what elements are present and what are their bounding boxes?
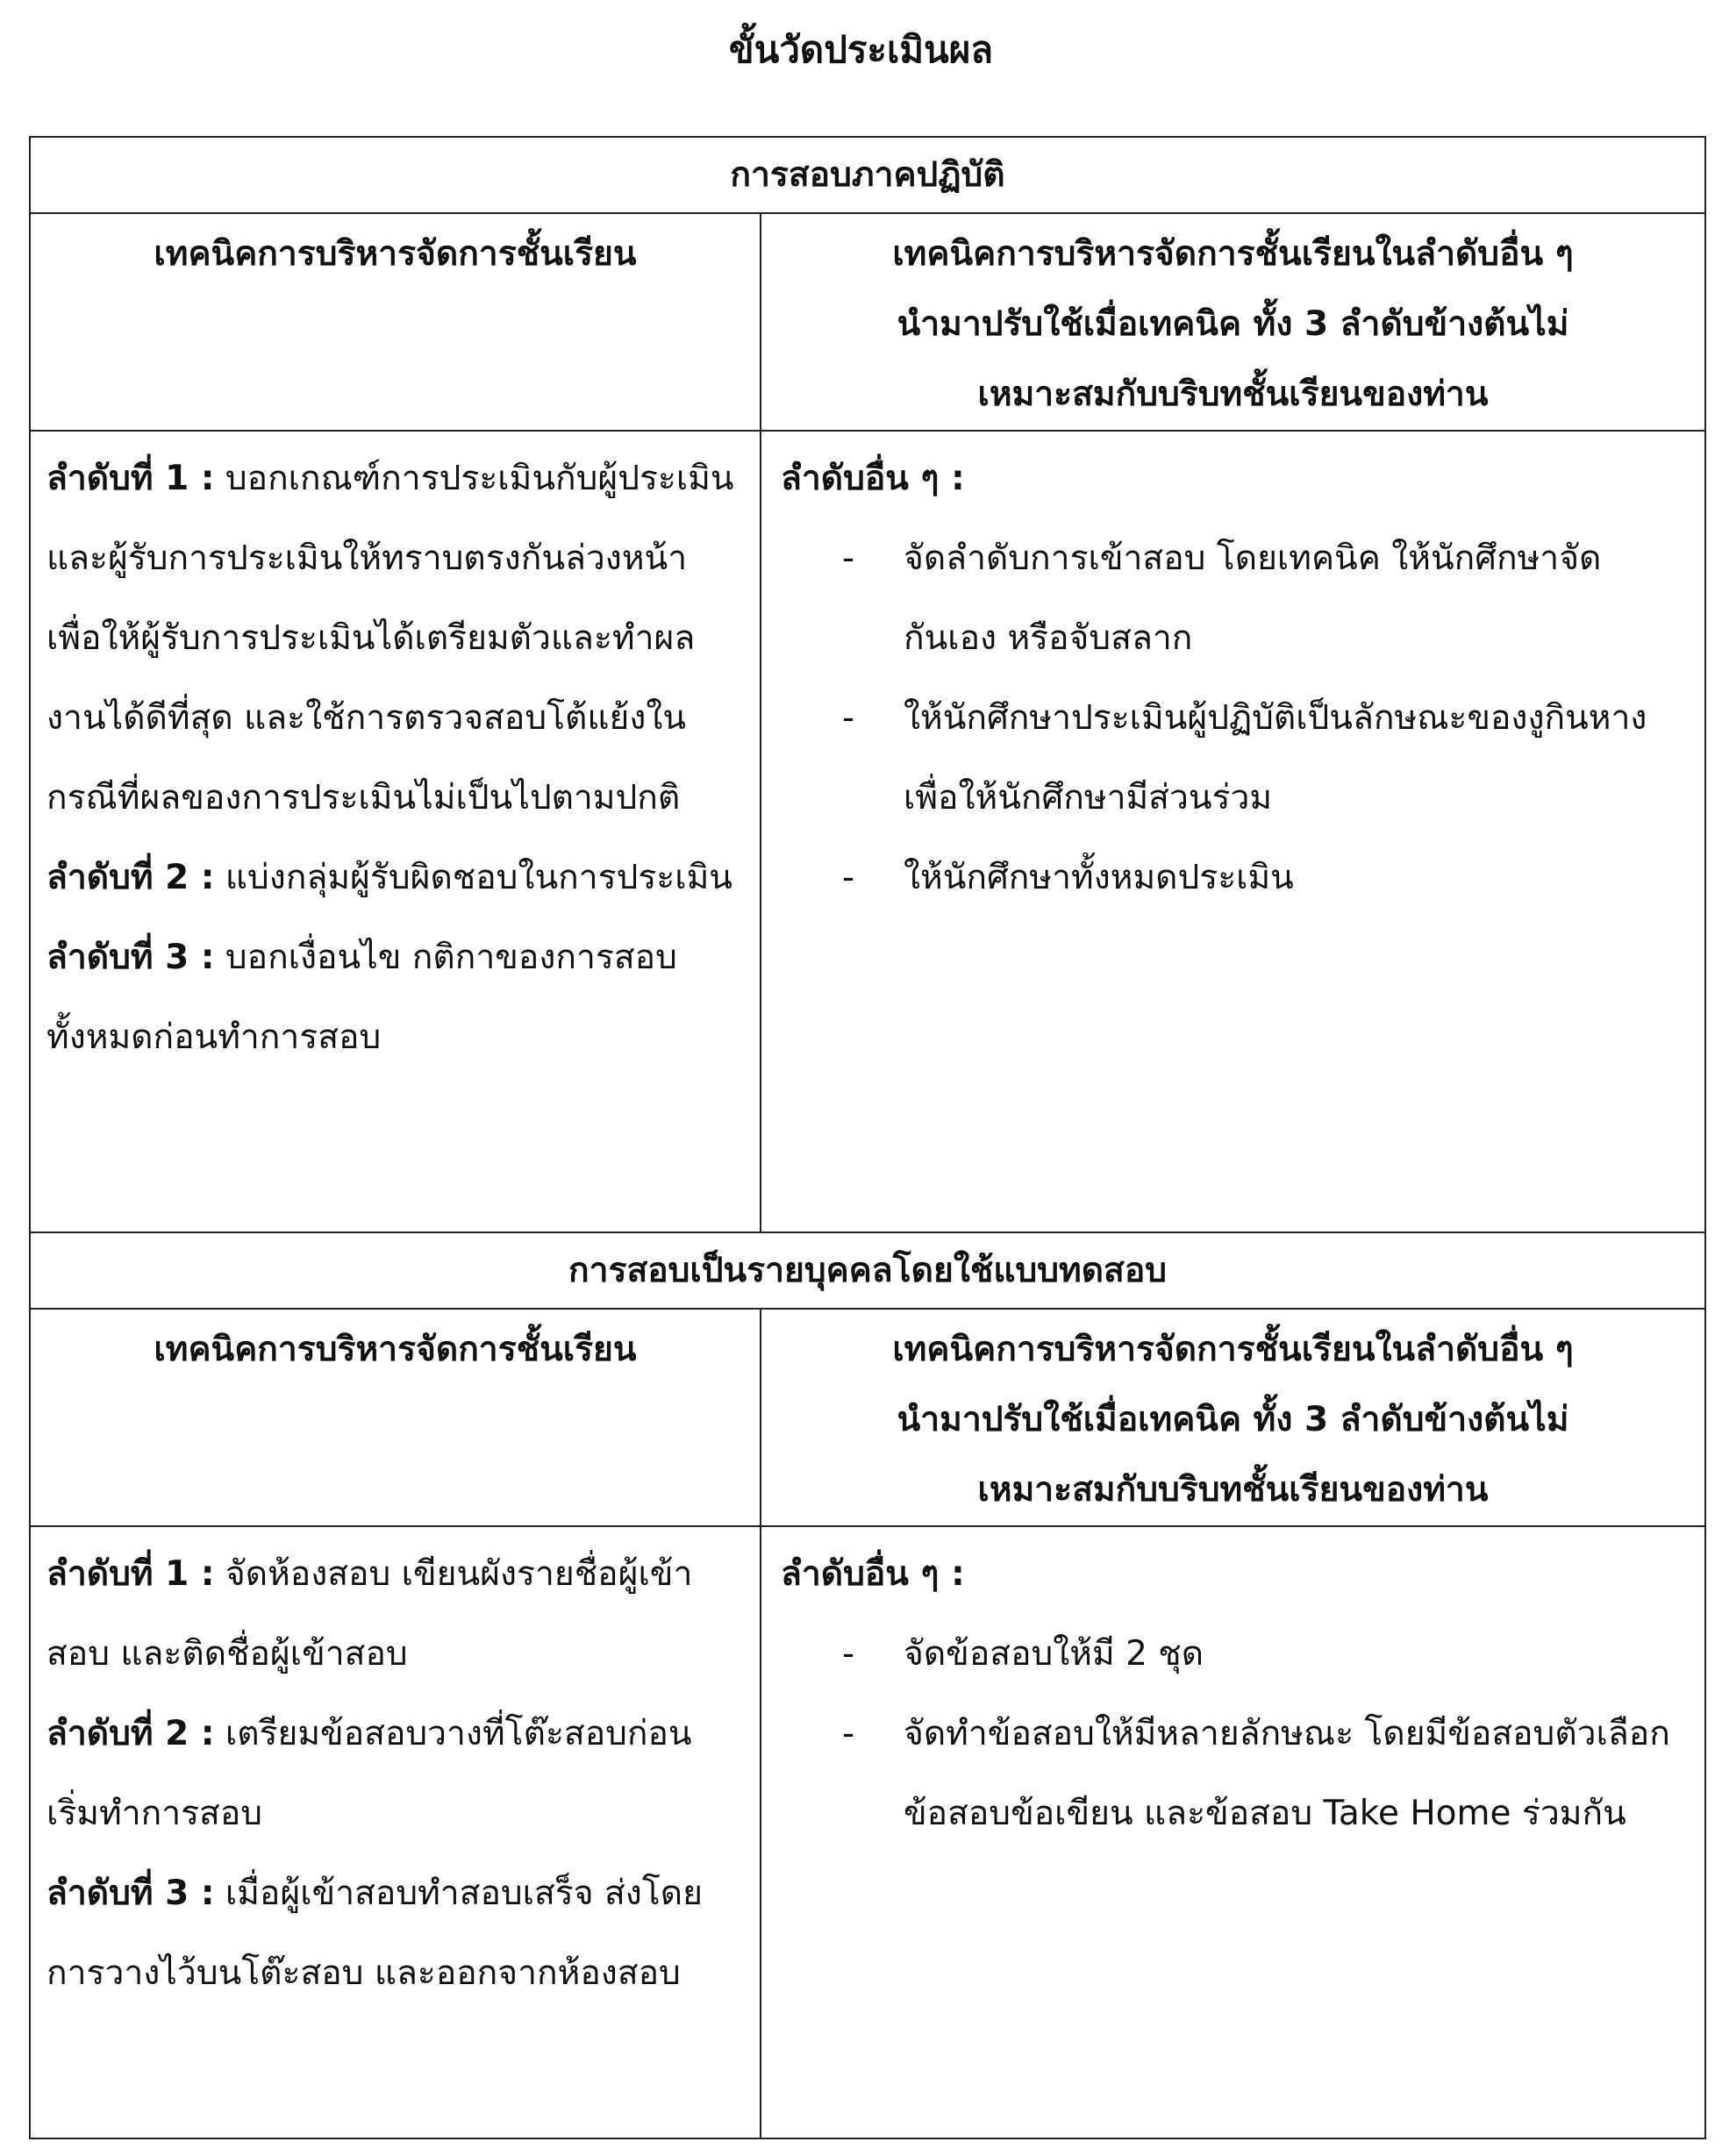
right-header-line: เหมาะสมกับบริบทชั้นเรียนของท่าน: [977, 1470, 1489, 1510]
list-item-text: จัดทำข้อสอบให้มีหลายลักษณะ โดยมีข้อสอบตัวเลือก ข้อสอบข้อเขียน และข้อสอบ Take Home ร่วมกัน: [904, 1714, 1670, 1833]
evaluation-table: [29, 136, 1706, 2139]
list-marker: -: [842, 1634, 855, 1674]
page-title: ขั้นวัดประเมินผล: [728, 28, 994, 71]
list-item-text: จัดลำดับการเข้าสอบ โดยเทคนิค ให้นักศึกษาจัดกันเอง หรือจับสลาก: [904, 539, 1602, 658]
step-item: [46, 1853, 744, 2013]
right-header-line: เทคนิคการบริหารจัดการชั้นเรียนในลำดับอื่น ๆ: [892, 1330, 1574, 1369]
step-label: ลำดับที่ 1 :: [46, 459, 215, 498]
other-steps-list: [781, 1614, 1689, 1853]
list-marker: -: [842, 858, 855, 897]
other-steps-list: [781, 518, 1689, 917]
step-label: ลำดับที่ 2 :: [46, 858, 215, 897]
header-row: [30, 213, 1705, 431]
content-row: [30, 431, 1705, 1232]
step-item: [46, 838, 744, 917]
section-title-row: [30, 1232, 1705, 1309]
step-item: [46, 439, 744, 838]
list-marker: -: [842, 698, 855, 738]
left-column-header: [30, 1309, 761, 1526]
main-steps-cell: [30, 1526, 761, 2138]
right-header-line: นำมาปรับใช้เมื่อเทคนิค ทั้ง 3 ลำดับข้างต้นไม่: [897, 1400, 1569, 1439]
right-header-line: เทคนิคการบริหารจัดการชั้นเรียนในลำดับอื่น ๆ: [892, 234, 1574, 274]
list-item: [781, 518, 1689, 678]
right-header-line: เหมาะสมกับบริบทชั้นเรียนของท่าน: [977, 375, 1489, 414]
list-marker: -: [842, 539, 855, 578]
step-item: [46, 917, 744, 1077]
section-title: การสอบเป็นรายบุคคลโดยใช้แบบทดสอบ: [30, 1232, 1705, 1309]
left-header-text: เทคนิคการบริหารจัดการชั้นเรียน: [154, 234, 637, 274]
main-steps-cell: [30, 431, 761, 1232]
left-column-header: [30, 213, 761, 431]
right-column-header: [761, 1309, 1705, 1526]
list-item: [781, 678, 1689, 838]
list-item: [781, 1614, 1689, 1694]
other-steps-cell: [761, 431, 1705, 1232]
step-text: เมื่อผู้เข้าสอบทำสอบเสร็จ ส่งโดยการวางไว้บนโต๊ะสอบ และออกจากห้องสอบ: [46, 1874, 703, 1993]
step-label: ลำดับที่ 3 :: [46, 1874, 215, 1913]
right-header-line: นำมาปรับใช้เมื่อเทคนิค ทั้ง 3 ลำดับข้างต้นไม่: [897, 304, 1569, 344]
section-title: การสอบภาคปฏิบัติ: [30, 137, 1705, 213]
list-item: [781, 838, 1689, 917]
left-header-text: เทคนิคการบริหารจัดการชั้นเรียน: [154, 1330, 637, 1369]
list-item-text: ให้นักศึกษาประเมินผู้ปฏิบัติเป็นลักษณะของงูกินหาง เพื่อให้นักศึกษามีส่วนร่วม: [904, 698, 1647, 817]
step-text: เตรียมข้อสอบวางที่โต๊ะสอบก่อนเริ่มทำการสอบ: [46, 1714, 692, 1833]
step-text: จัดห้องสอบ เขียนผังรายชื่อผู้เข้าสอบ และติดชื่อผู้เข้าสอบ: [46, 1554, 693, 1674]
list-item: [781, 1694, 1689, 1853]
right-column-header: [761, 213, 1705, 431]
step-item: [46, 1534, 744, 1694]
list-item-text: จัดข้อสอบให้มี 2 ชุด: [904, 1634, 1204, 1674]
list-marker: -: [842, 1714, 855, 1753]
other-steps-heading: ลำดับอื่น ๆ :: [781, 459, 965, 498]
section-title-row: [30, 137, 1705, 213]
header-row: [30, 1309, 1705, 1526]
step-text: บอกเงื่อนไข กติกาของการสอบทั้งหมดก่อนทำการสอบ: [46, 938, 677, 1057]
step-text: แบ่งกลุ่มผู้รับผิดชอบในการประเมิน: [225, 858, 732, 897]
step-item: [46, 1694, 744, 1853]
step-label: ลำดับที่ 2 :: [46, 1714, 215, 1753]
other-steps-cell: [761, 1526, 1705, 2138]
step-text: บอกเกณฑ์การประเมินกับผู้ประเมินและผู้รับการประเมินให้ทราบตรงกันล่วงหน้า เพื่อให้ผู้รับการประเมินได้เตรียมตัวและทำผลงานได้ดีที่สุด และใช้การตรวจสอบโต้แย้งในกรณีที่ผลของการประเมินไม่เป็นไปตามปกติ: [46, 459, 734, 817]
content-row: [30, 1526, 1705, 2138]
step-label: ลำดับที่ 3 :: [46, 938, 215, 977]
other-steps-heading: ลำดับอื่น ๆ :: [781, 1554, 965, 1594]
step-label: ลำดับที่ 1 :: [46, 1554, 215, 1594]
list-item-text: ให้นักศึกษาทั้งหมดประเมิน: [904, 858, 1294, 897]
